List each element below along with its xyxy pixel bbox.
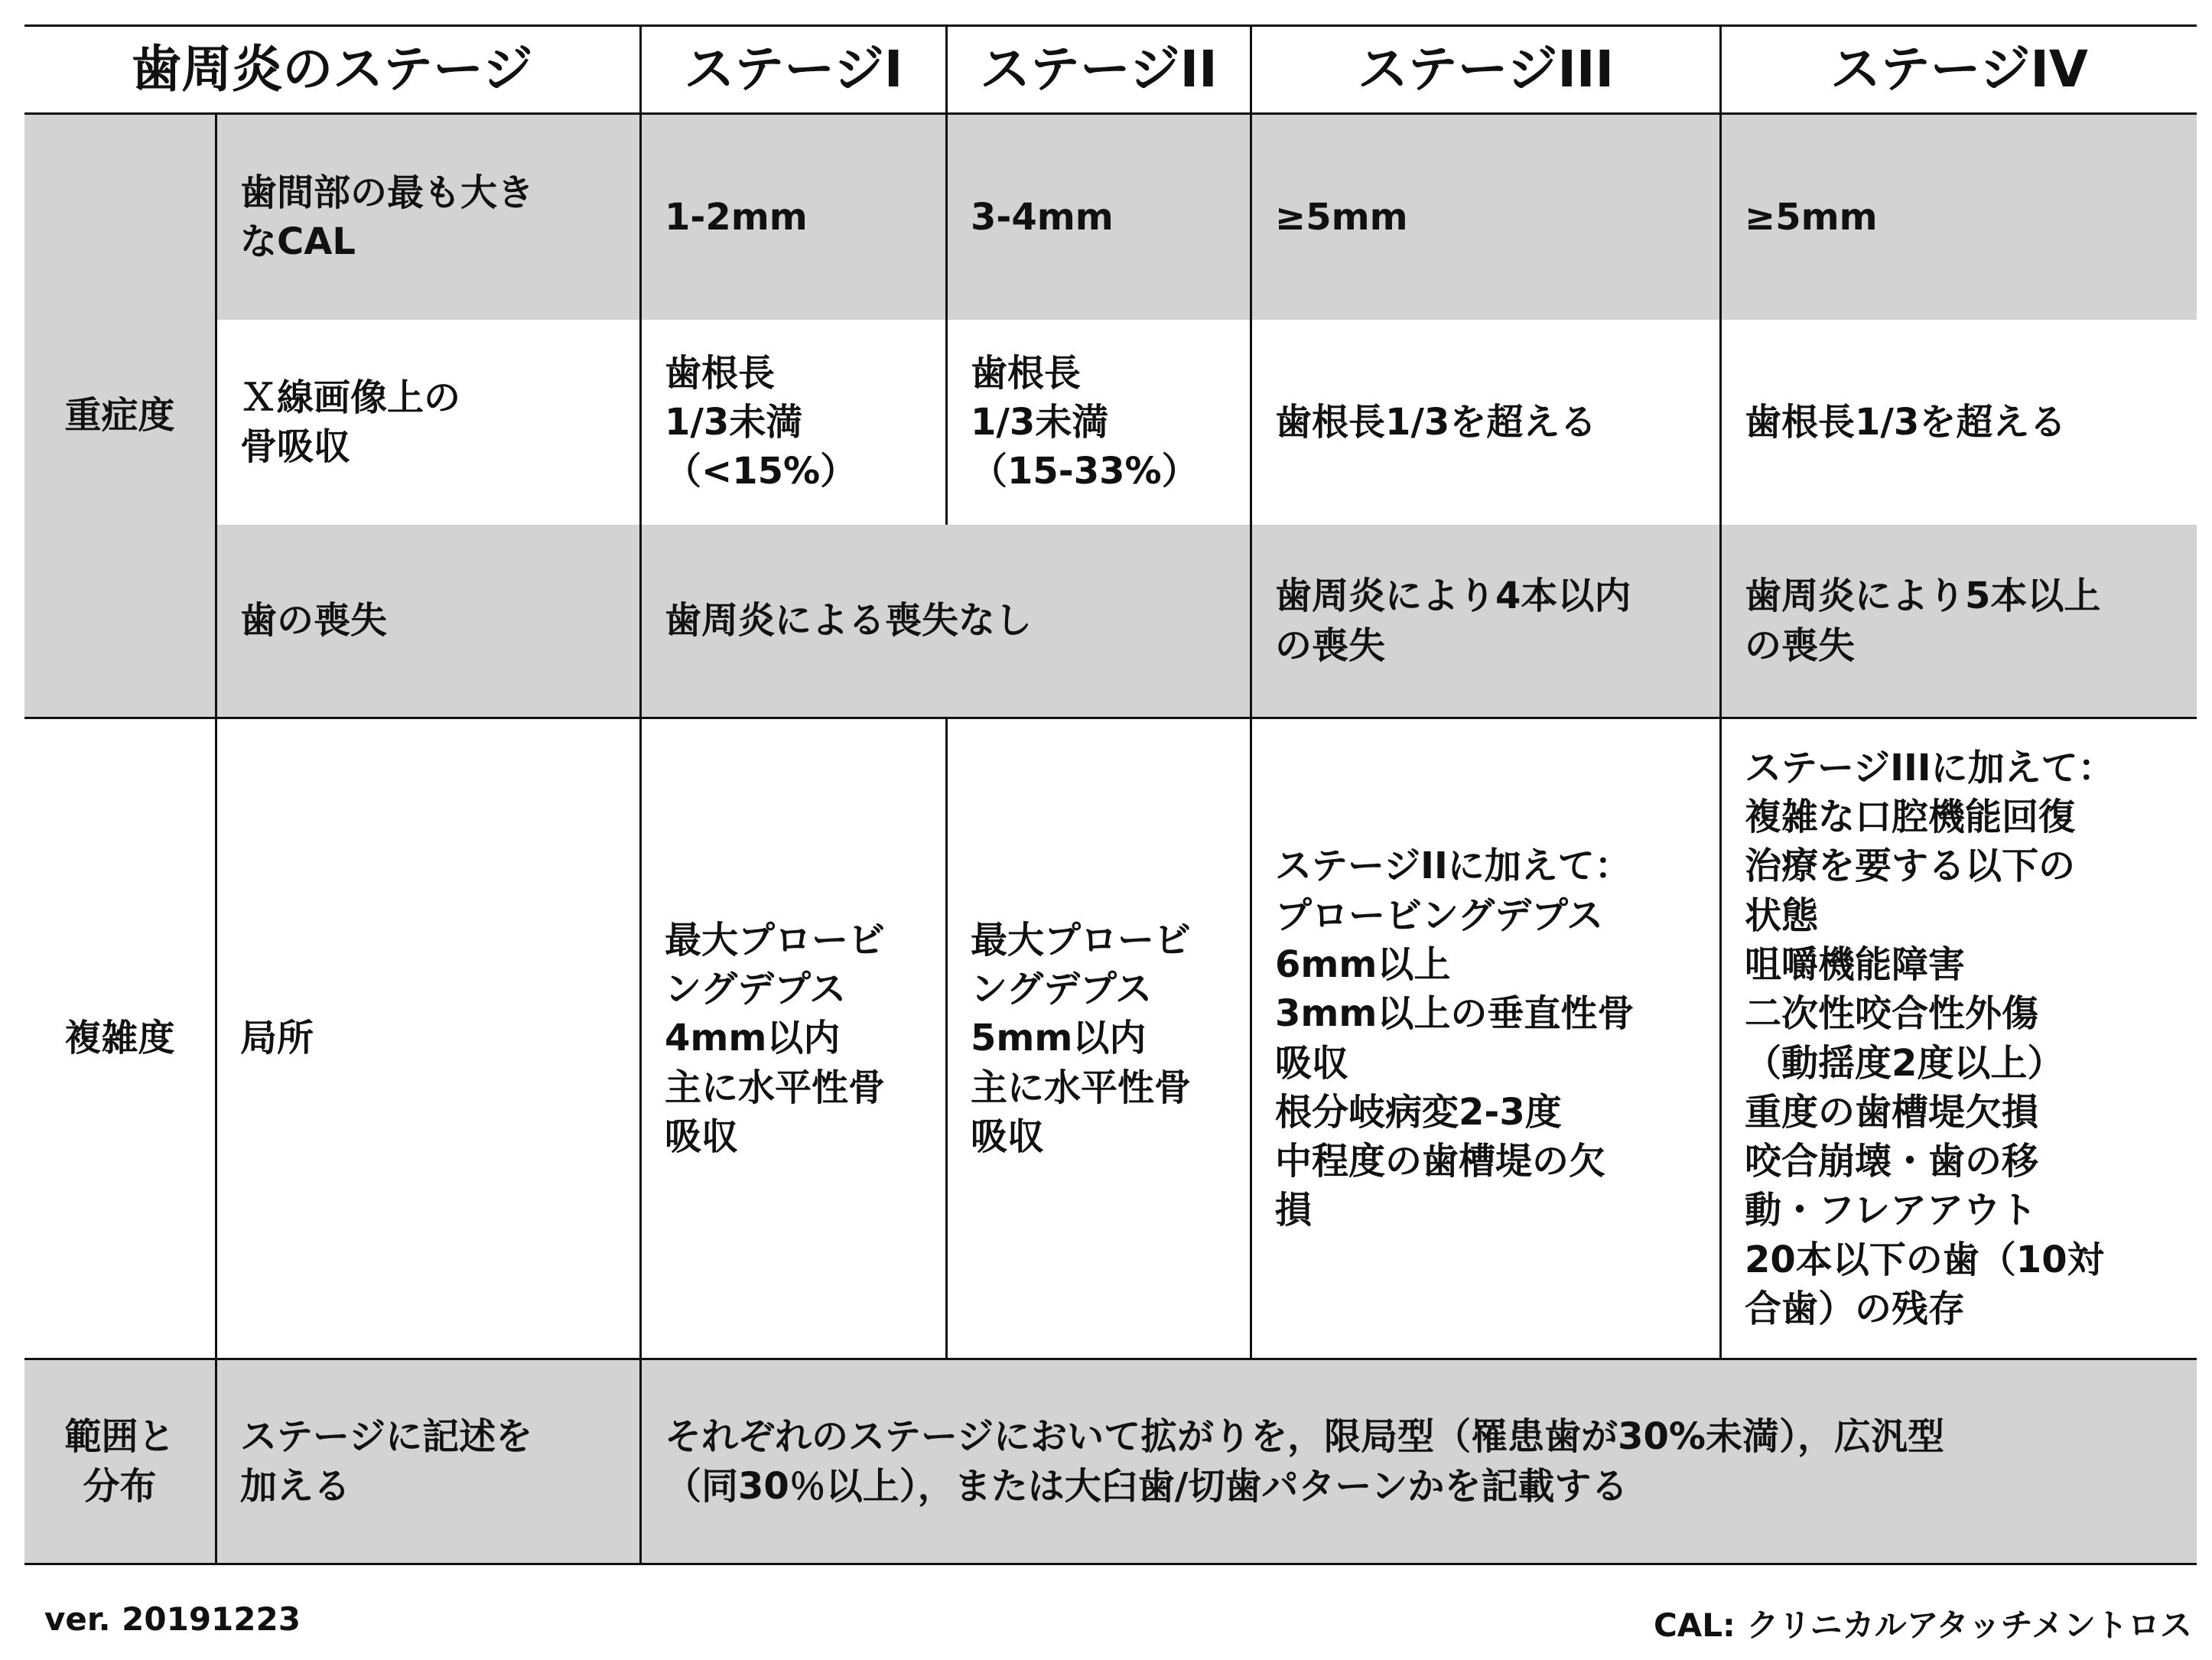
- bone-loss-stage-1: 歯根長 1/3未満 （<15%）: [639, 320, 945, 525]
- periodontitis-stage-table: [24, 24, 2197, 1585]
- cal-footnote: CAL: クリニカルアタッチメントロス: [1653, 1606, 2192, 1644]
- bone-loss-stage-4: 歯根長1/3を超える: [1719, 320, 2197, 525]
- row-label-tooth-loss: 歯の喪失: [217, 525, 639, 719]
- bone-loss-stage-3: 歯根長1/3を超える: [1250, 320, 1719, 525]
- cal-stage-4: ≥5mm: [1719, 115, 2197, 320]
- cal-stage-2: 3-4mm: [945, 115, 1250, 320]
- row-label-cal: 歯間部の最も大き なCAL: [217, 115, 639, 320]
- category-complexity: 複雑度: [24, 719, 217, 1360]
- bone-loss-stage-2: 歯根長 1/3未満 （15-33%）: [945, 320, 1250, 525]
- row-label-extent: ステージに記述を 加える: [217, 1360, 639, 1565]
- local-stage-4: ステージIIIに加えて： 複雑な口腔機能回復 治療を要する以下の 状態 咀嚼機能障害 二次性咬合性外傷 （動揺度2度以上） 重度の歯槽堤欠損 咬合崩壊・歯の移 動・フレアアウト 20本以下の歯（10対 合歯）の残存: [1719, 719, 2197, 1360]
- header-stage-2: ステージII: [945, 24, 1250, 115]
- tooth-loss-stage-1-2: 歯周炎による喪失なし: [639, 525, 1250, 719]
- header-stage-3: ステージIII: [1250, 24, 1719, 115]
- header-stage-4: ステージIV: [1719, 24, 2197, 115]
- local-stage-2: 最大プロービ ングデプス 5mm以内 主に水平性骨 吸収: [945, 719, 1250, 1360]
- category-extent: 範囲と 分布: [24, 1360, 217, 1565]
- cal-stage-3: ≥5mm: [1250, 115, 1719, 320]
- local-stage-3: ステージIIに加えて： プロービングデプス 6mm以上 3mm以上の垂直性骨 吸収 根分岐病変2-3度 中程度の歯槽堤の欠 損: [1250, 719, 1719, 1360]
- row-label-local: 局所: [217, 719, 639, 1360]
- version-label: ver. 20191223: [44, 1600, 301, 1638]
- tooth-loss-stage-4: 歯周炎により5本以上 の喪失: [1719, 525, 2197, 719]
- header-stage-1: ステージI: [639, 24, 945, 115]
- table-title: 歯周炎のステージ: [24, 24, 639, 115]
- row-label-bone-loss: Ｘ線画像上の 骨吸収: [217, 320, 639, 525]
- category-severity: 重症度: [24, 115, 217, 719]
- extent-description: それぞれのステージにおいて拡がりを，限局型（罹患歯が30%未満），広汎型 （同30％以上），または大臼歯/切歯パターンかを記載する: [639, 1360, 2197, 1565]
- tooth-loss-stage-3: 歯周炎により4本以内 の喪失: [1250, 525, 1719, 719]
- local-stage-1: 最大プロービ ングデプス 4mm以内 主に水平性骨 吸収: [639, 719, 945, 1360]
- cal-stage-1: 1-2mm: [639, 115, 945, 320]
